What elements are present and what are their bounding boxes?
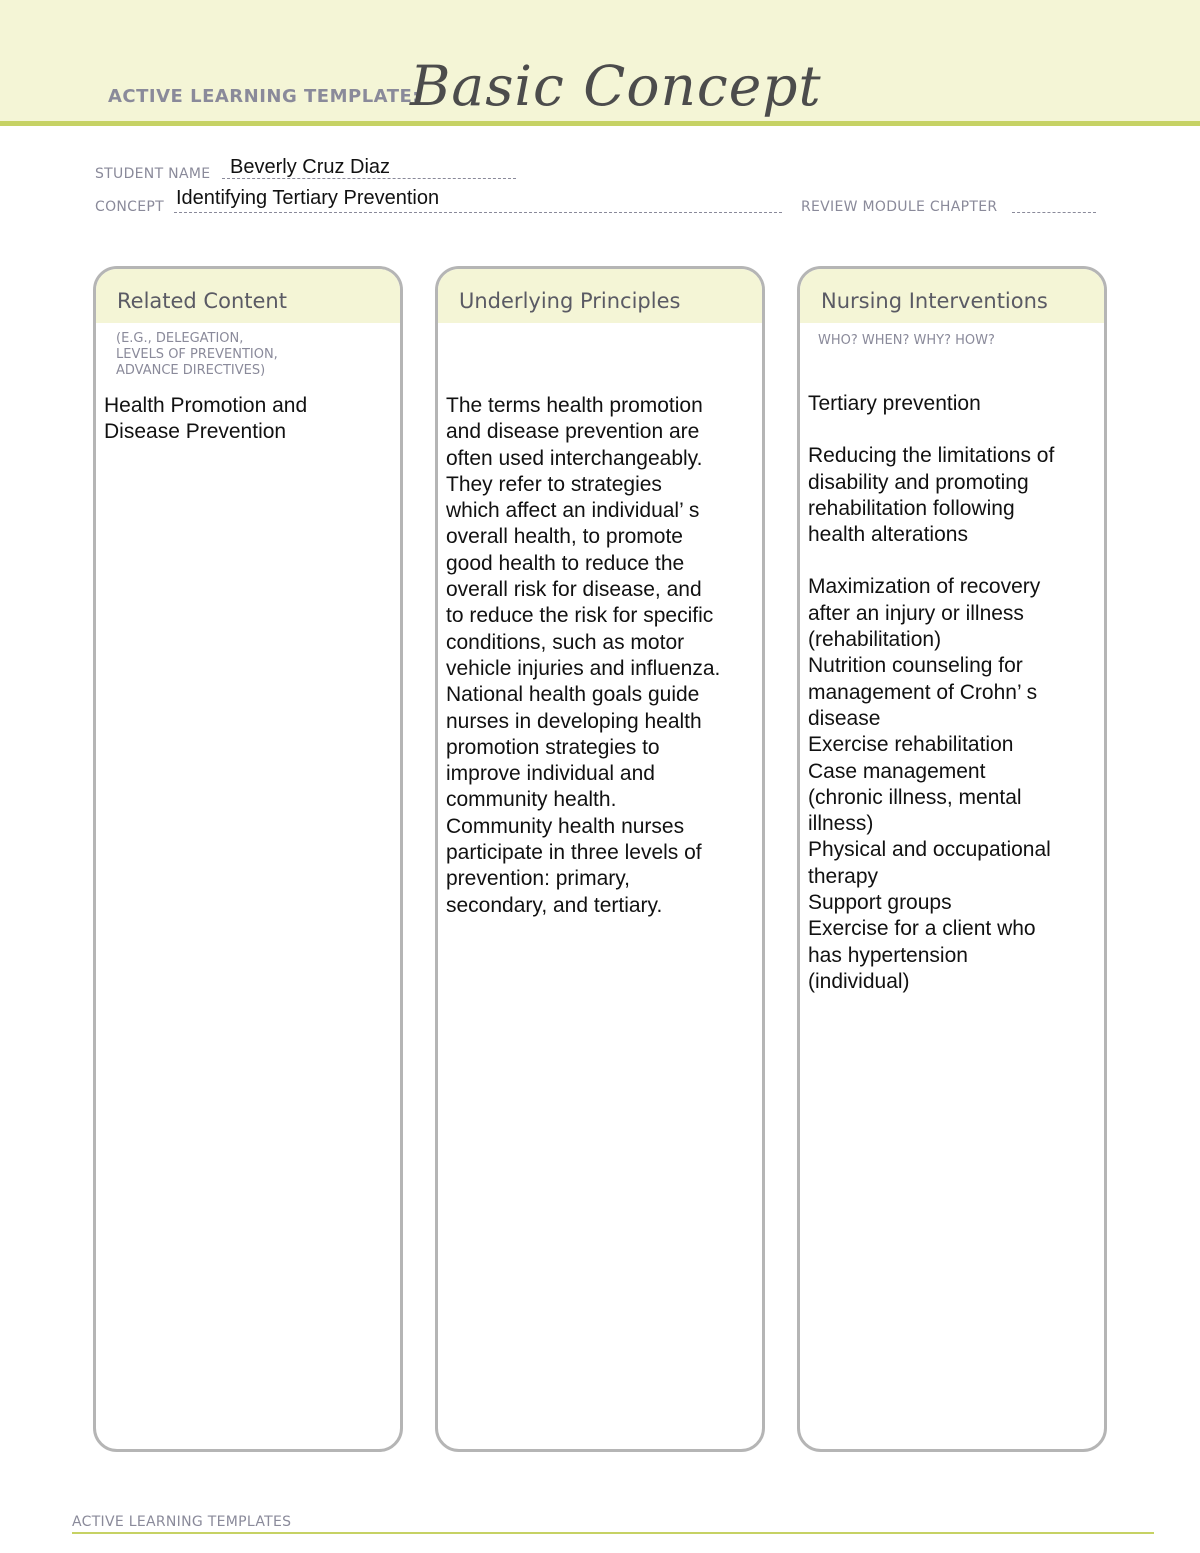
related-content-body[interactable] <box>104 393 307 446</box>
nursing-interventions-box <box>797 266 1107 1452</box>
text-line: and disease prevention are <box>446 420 700 444</box>
text-line: Disease Prevention <box>104 420 287 444</box>
text-line: after an injury or illness <box>808 601 1024 625</box>
text-line: Exercise rehabilitation <box>808 733 1014 757</box>
footer-rule <box>72 1532 1154 1534</box>
subtitle-line: ADVANCE DIRECTIVES) <box>116 363 266 378</box>
text-line: good health to reduce the <box>446 551 685 575</box>
related-content-title: Related Content <box>117 289 287 313</box>
text-line: conditions, such as motor <box>446 630 685 654</box>
text-line: disease <box>808 706 881 730</box>
text-line: Health Promotion and <box>104 394 308 417</box>
text-line: promotion strategies to <box>446 735 660 759</box>
text-line: Community health nurses <box>446 814 685 838</box>
text-line: participate in three levels of <box>446 841 702 865</box>
text-line: disability and promoting <box>808 470 1029 494</box>
text-line: Exercise for a client who <box>808 917 1036 941</box>
blank-line <box>808 548 1054 574</box>
review-module-field[interactable] <box>1012 212 1096 213</box>
text-line: community health. <box>446 788 617 812</box>
footer-label: ACTIVE LEARNING TEMPLATES <box>72 1514 292 1530</box>
text-line: Reducing the limitations of <box>808 444 1055 468</box>
related-content-box <box>93 266 403 1452</box>
text-line: (individual) <box>808 969 910 993</box>
text-line: overall risk for disease, and <box>446 578 702 602</box>
text-line: health alterations <box>808 523 968 547</box>
text-line: prevention: primary, <box>446 867 631 891</box>
underlying-principles-body[interactable] <box>446 393 720 919</box>
review-module-label: REVIEW MODULE CHAPTER <box>801 199 998 215</box>
student-name-field[interactable]: Beverly Cruz Diaz <box>230 156 391 178</box>
text-line: often used interchangeably. <box>446 446 703 470</box>
text-line: which affect an individual’ s <box>446 499 700 523</box>
text-line: secondary, and tertiary. <box>446 893 663 917</box>
concept-line <box>174 212 782 213</box>
header-rule <box>0 121 1200 126</box>
text-line: illness) <box>808 812 874 836</box>
text-line: has hypertension <box>808 943 968 967</box>
text-line: They refer to strategies <box>446 472 662 496</box>
template-label: ACTIVE LEARNING TEMPLATE: <box>108 86 420 107</box>
text-line: Maximization of recovery <box>808 575 1041 599</box>
text-line: nurses in developing health <box>446 709 702 733</box>
text-line: Support groups <box>808 891 952 915</box>
text-line: to reduce the risk for specific <box>446 604 714 628</box>
text-line: Nutrition counseling for <box>808 654 1023 678</box>
nursing-interventions-subtitle: WHO? WHEN? WHY? HOW? <box>818 333 995 348</box>
subtitle-line: (E.G., DELEGATION, <box>116 331 244 346</box>
text-line: therapy <box>808 864 879 888</box>
subtitle-line: LEVELS OF PREVENTION, <box>116 347 278 362</box>
nursing-interventions-title: Nursing Interventions <box>821 289 1048 313</box>
page-title: Basic Concept <box>410 54 822 118</box>
student-name-label: STUDENT NAME <box>95 166 211 182</box>
text-line: overall health, to promote <box>446 525 683 549</box>
blank-line <box>808 417 1054 443</box>
related-content-subtitle <box>116 331 278 379</box>
text-line: National health goals guide <box>446 683 700 707</box>
text-line: Physical and occupational <box>808 838 1051 862</box>
text-line: Tertiary prevention <box>808 392 981 415</box>
underlying-principles-box <box>435 266 765 1452</box>
nursing-interventions-body[interactable] <box>808 391 1054 995</box>
concept-label: CONCEPT <box>95 199 164 215</box>
concept-field[interactable]: Identifying Tertiary Prevention <box>176 187 440 209</box>
underlying-principles-title: Underlying Principles <box>459 289 681 313</box>
text-line: (rehabilitation) <box>808 628 942 652</box>
text-line: rehabilitation following <box>808 496 1015 520</box>
text-line: management of Crohn’ s <box>808 680 1038 704</box>
text-line: vehicle injuries and influenza. <box>446 656 721 680</box>
text-line: (chronic illness, mental <box>808 785 1022 809</box>
text-line: improve individual and <box>446 762 655 786</box>
text-line: The terms health promotion <box>446 394 703 417</box>
text-line: Case management <box>808 759 986 783</box>
